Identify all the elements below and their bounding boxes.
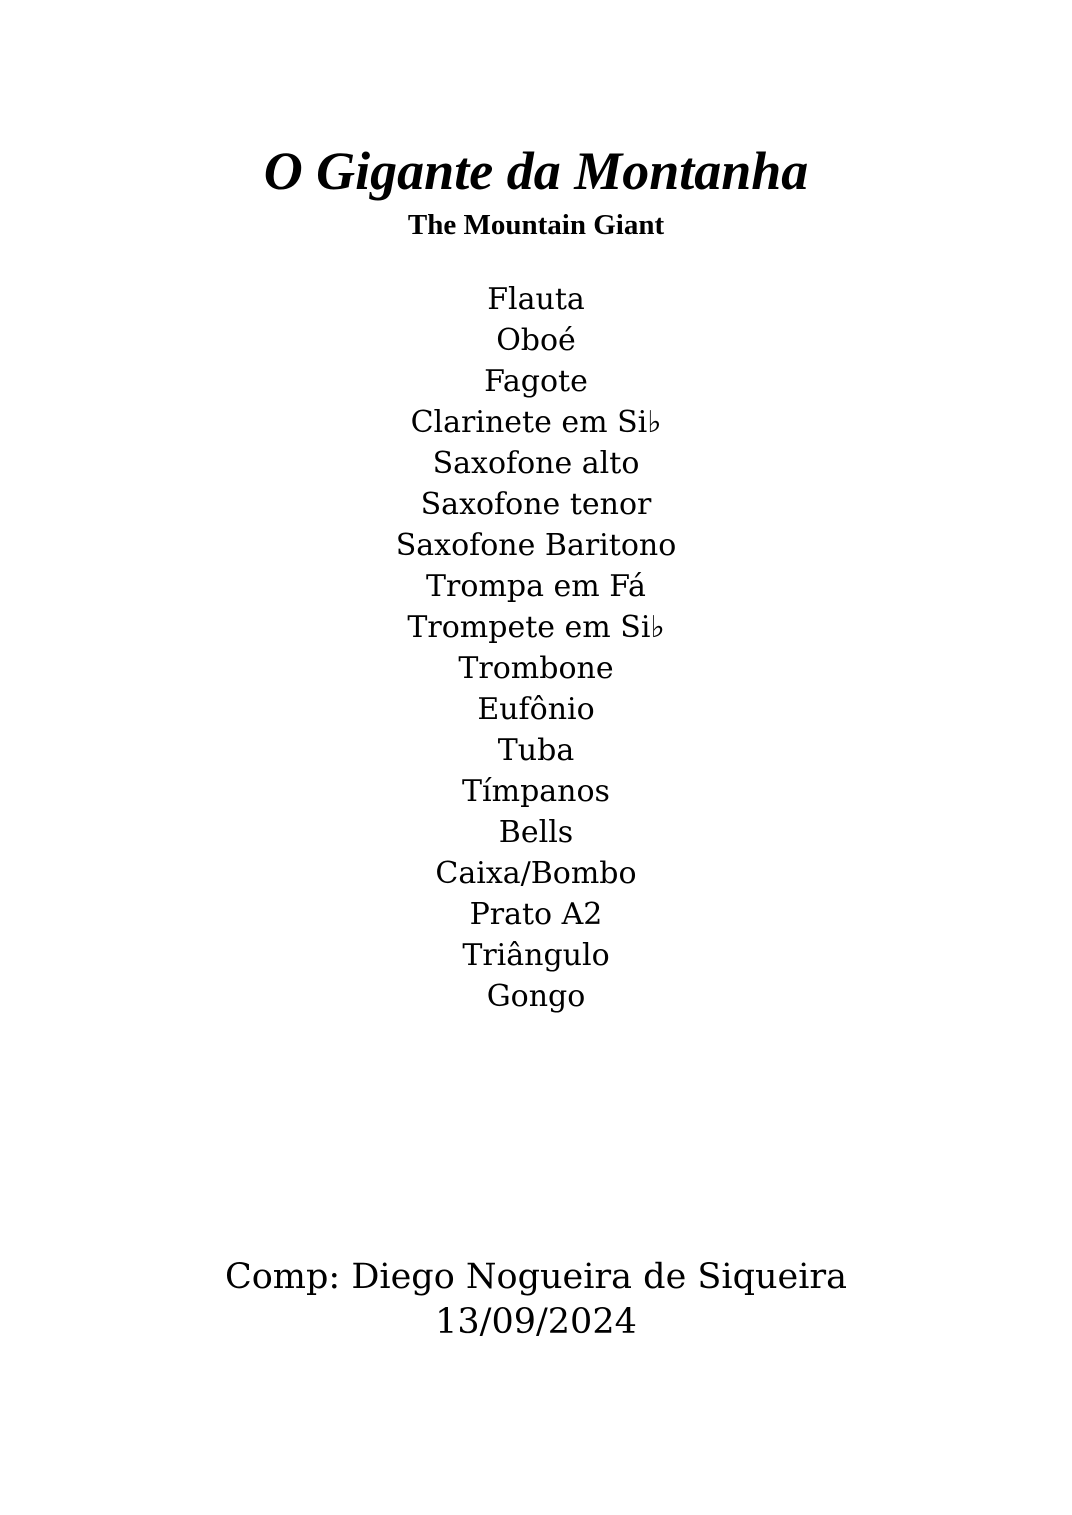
page-subtitle: The Mountain Giant <box>407 209 665 241</box>
instrument-item: Bells <box>498 815 574 850</box>
credits <box>0 1255 1072 1345</box>
instrument-item: Caixa/Bombo <box>435 856 637 891</box>
instrument-item: Tuba <box>497 733 575 768</box>
instrument-item: Saxofone alto <box>432 446 640 481</box>
instrument-item: Clarinete em Si♭ <box>410 405 662 440</box>
instrument-item: Oboé <box>496 323 576 358</box>
instrument-item: Saxofone Baritono <box>395 528 677 563</box>
instrument-item: Gongo <box>486 979 586 1014</box>
page-title: O Gigante da Montanha <box>263 141 809 201</box>
instrument-item: Fagote <box>484 364 588 399</box>
instrument-item: Flauta <box>487 282 585 317</box>
composer-credit: Comp: Diego Nogueira de Siqueira <box>224 1257 848 1297</box>
composition-date: 13/09/2024 <box>435 1302 637 1342</box>
instrument-item: Trombone <box>458 651 614 686</box>
instrument-item: Trompete em Si♭ <box>407 610 665 645</box>
instrument-item: Saxofone tenor <box>420 487 652 522</box>
instrument-item: Prato A2 <box>469 897 603 932</box>
instrument-list <box>0 279 1072 1017</box>
instrument-item: Tímpanos <box>462 774 610 809</box>
instrument-item: Triângulo <box>462 938 610 973</box>
instrument-item: Eufônio <box>477 692 595 727</box>
instrument-item: Trompa em Fá <box>426 569 646 604</box>
